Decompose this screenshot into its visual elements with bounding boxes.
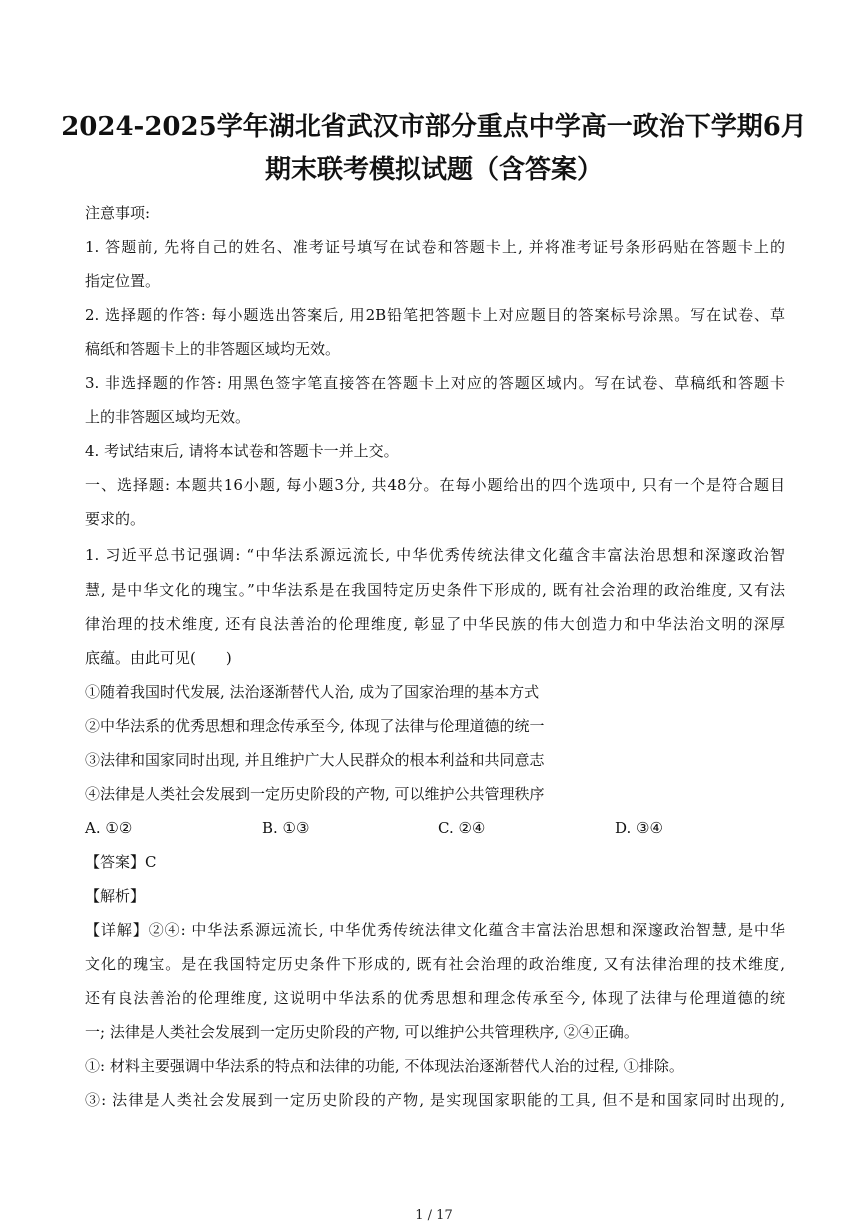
notice-item-1-cont: 指定位置。	[85, 272, 161, 290]
page-number: 1 / 17	[415, 1208, 453, 1223]
question-1-option-c: C. ②④	[438, 819, 486, 837]
question-1-stem-line-1: 1. 习近平总书记强调: “中华法系源远流长, 中华优秀传统法律文化蕴含丰富法治思想和深邃政治智	[85, 546, 785, 564]
question-1-answer: 【答案】C	[85, 853, 157, 871]
question-1-analysis-line-4: 一; 法律是人类社会发展到一定历史阶段的产物, 可以维护公共管理秩序, ②④正确。	[85, 1023, 639, 1041]
question-1-statement-3: ③法律和国家同时出现, 并且维护广大人民群众的根本利益和共同意志	[85, 751, 545, 769]
notice-item-4: 4. 考试结束后, 请将本试卷和答题卡一并上交。	[85, 442, 399, 460]
question-1-stem-line-4: 底蕴。由此可见( )	[85, 649, 232, 667]
question-1-stem-line-3: 律治理的技术维度, 还有良法善治的伦理维度, 彰显了中华民族的伟大创造力和中华法治文明的深厚	[85, 615, 785, 633]
notice-item-3-cont: 上的非答题区域均无效。	[85, 408, 251, 426]
question-1-analysis-line-2: 文化的瑰宝。是在我国特定历史条件下形成的, 既有社会治理的政治维度, 又有法律治理的技术维度,	[85, 955, 785, 973]
notice-item-3: 3. 非选择题的作答: 用黑色签字笔直接答在答题卡上对应的答题区域内。写在试卷、草稿纸和答题卡	[85, 374, 785, 392]
notice-heading: 注意事项:	[85, 204, 151, 222]
section-heading: 一、选择题: 本题共16小题, 每小题3分, 共48分。在每小题给出的四个选项中, 只有一个是符合题目	[85, 476, 785, 494]
question-1-option-a: A. ①②	[85, 819, 133, 837]
question-1-option-b: B. ①③	[262, 819, 310, 837]
section-heading-cont: 要求的。	[85, 510, 146, 528]
document-title-line-2: 期末联考模拟试题（含答案）	[264, 155, 603, 185]
notice-item-2: 2. 选择题的作答: 每小题选出答案后, 用2B铅笔把答题卡上对应题目的答案标号涂黑。写在试卷、草	[85, 306, 785, 324]
document-title-line-1: 2024-2025学年湖北省武汉市部分重点中学高一政治下学期6月	[61, 112, 807, 142]
question-1-option-d: D. ③④	[615, 819, 663, 837]
question-1-analysis-line-1: 【详解】②④: 中华法系源远流长, 中华优秀传统法律文化蕴含丰富法治思想和深邃政治智慧, 是中华	[85, 921, 785, 939]
question-1-stem-line-2: 慧, 是中华文化的瑰宝。”中华法系是在我国特定历史条件下形成的, 既有社会治理的政治维度, 又有法	[85, 581, 785, 599]
question-1-statement-2: ②中华法系的优秀思想和理念传承至今, 体现了法律与伦理道德的统一	[85, 717, 545, 735]
question-1-analysis-line-3: 还有良法善治的伦理维度, 这说明中华法系的优秀思想和理念传承至今, 体现了法律与伦理道德的统	[85, 989, 785, 1007]
question-1-statement-1: ①随着我国时代发展, 法治逐渐替代人治, 成为了国家治理的基本方式	[85, 683, 540, 701]
question-1-analysis-line-6: ③: 法律是人类社会发展到一定历史阶段的产物, 是实现国家职能的工具, 但不是和国家同时出现的,	[85, 1091, 785, 1109]
question-1-analysis-line-5: ①: 材料主要强调中华法系的特点和法律的功能, 不体现法治逐渐替代人治的过程, ①排除。	[85, 1057, 684, 1075]
question-1-analysis-heading: 【解析】	[85, 887, 146, 905]
question-1-statement-4: ④法律是人类社会发展到一定历史阶段的产物, 可以维护公共管理秩序	[85, 785, 545, 803]
notice-item-2-cont: 稿纸和答题卡上的非答题区域均无效。	[85, 340, 341, 358]
notice-item-1: 1. 答题前, 先将自己的姓名、准考证号填写在试卷和答题卡上, 并将准考证号条形码贴在答题卡上的	[85, 238, 785, 256]
